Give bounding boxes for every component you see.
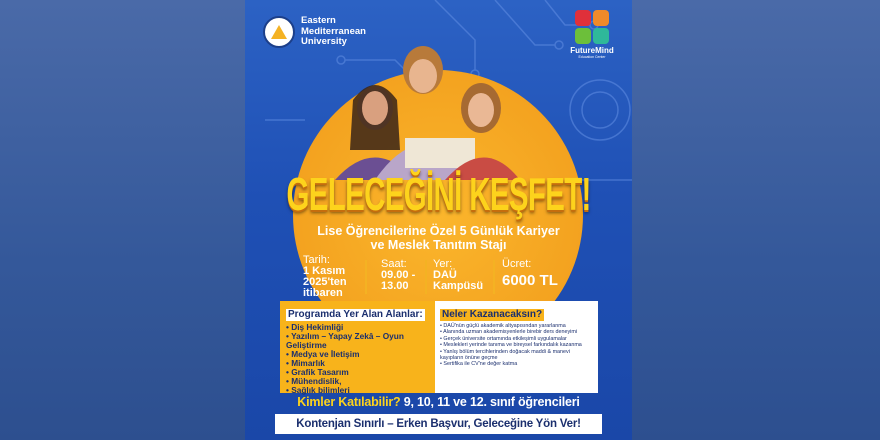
subtitle-line: ve Meslek Tanıtım Stajı [370, 238, 507, 252]
programs-box [280, 301, 435, 393]
time-value: 13.00 [381, 280, 409, 292]
divider [493, 260, 495, 294]
time-value: 09.00 - [381, 269, 416, 281]
footer-banner: Kontenjan Sınırlı – Erken Başvur, Geleceğine Yön Ver! [275, 414, 602, 434]
benefits-title: Neler Kazanacaksın? [442, 309, 543, 320]
benefit-item: • Alanında uzman akademisyenlerle birebir ders deneyimi [440, 329, 593, 335]
place-label: Yer: [433, 258, 453, 270]
headline-container [245, 168, 632, 220]
logo-tile-icon [593, 10, 609, 26]
logo-line: University [301, 36, 347, 48]
students-photo [245, 40, 632, 180]
time-label: Saat: [381, 258, 407, 270]
info-time [381, 258, 415, 292]
program-item: • Diş Hekimliği [286, 323, 429, 332]
info-date [303, 254, 347, 299]
blurred-background-left [0, 0, 245, 440]
logo-line: Mediterranean [301, 25, 366, 37]
benefits-box [435, 301, 598, 393]
audience [245, 395, 632, 410]
date-value: itibaren [303, 287, 343, 299]
logo-tile-icon [575, 10, 591, 26]
fee-value: 6000 TL [502, 272, 558, 289]
date-value: 1 Kasım [303, 265, 346, 277]
details-boxes [280, 301, 598, 393]
program-item: • Sağlık bilimleri [286, 386, 429, 395]
fee-label: Ücret: [502, 258, 532, 270]
program-item: • Yazılım – Yapay Zekâ – Oyun Geliştirme [286, 332, 429, 350]
info-place [433, 258, 483, 292]
benefit-item: • Yanlış bölüm tercihlerinden doğacak maddi & manevi kayıpların önüne geçme [440, 349, 593, 362]
place-value: DAÜ [433, 269, 457, 281]
divider [425, 260, 427, 294]
benefit-item: • DAÜ'nün güçlü akademik altyapısından yararlanma [440, 323, 593, 329]
date-label: Tarih: [303, 254, 330, 266]
logo-line: Eastern [301, 15, 336, 27]
program-item: • Mühendislik, [286, 377, 429, 386]
date-value: 2025'ten [303, 276, 347, 288]
benefit-item: • Sertifika ile CV'ne değer katma [440, 361, 593, 367]
headline: GELECEĞİNİ KEŞFET! [286, 168, 591, 220]
info-fee [502, 258, 558, 289]
divider [365, 260, 367, 294]
partner-subtitle: Education Center [578, 55, 606, 59]
subtitle-line: Lise Öğrencilerine Özel 5 Günlük Kariyer [317, 224, 560, 238]
place-value: Kampüsü [433, 280, 484, 292]
partner-name: FutureMind [570, 46, 614, 55]
program-item: • Medya ve İletişim [286, 350, 429, 359]
program-item: • Grafik Tasarım [286, 368, 429, 377]
benefit-item: • Gerçek üniversite ortamında etkileşimli uygulamalar [440, 336, 593, 342]
audience-label: Kimler Katılabilir? [297, 395, 401, 409]
programs-title: Programda Yer Alan Alanlar: [288, 309, 423, 320]
poster [245, 0, 632, 440]
subtitle [245, 224, 632, 252]
program-item: • Mimarlık [286, 359, 429, 368]
blurred-background-right [632, 0, 880, 440]
benefit-item: • Meslekleri yerinde tanıma ve bireysel farkındalık kazanma [440, 342, 593, 348]
audience-value: 9, 10, 11 ve 12. sınıf öğrencileri [403, 395, 580, 409]
